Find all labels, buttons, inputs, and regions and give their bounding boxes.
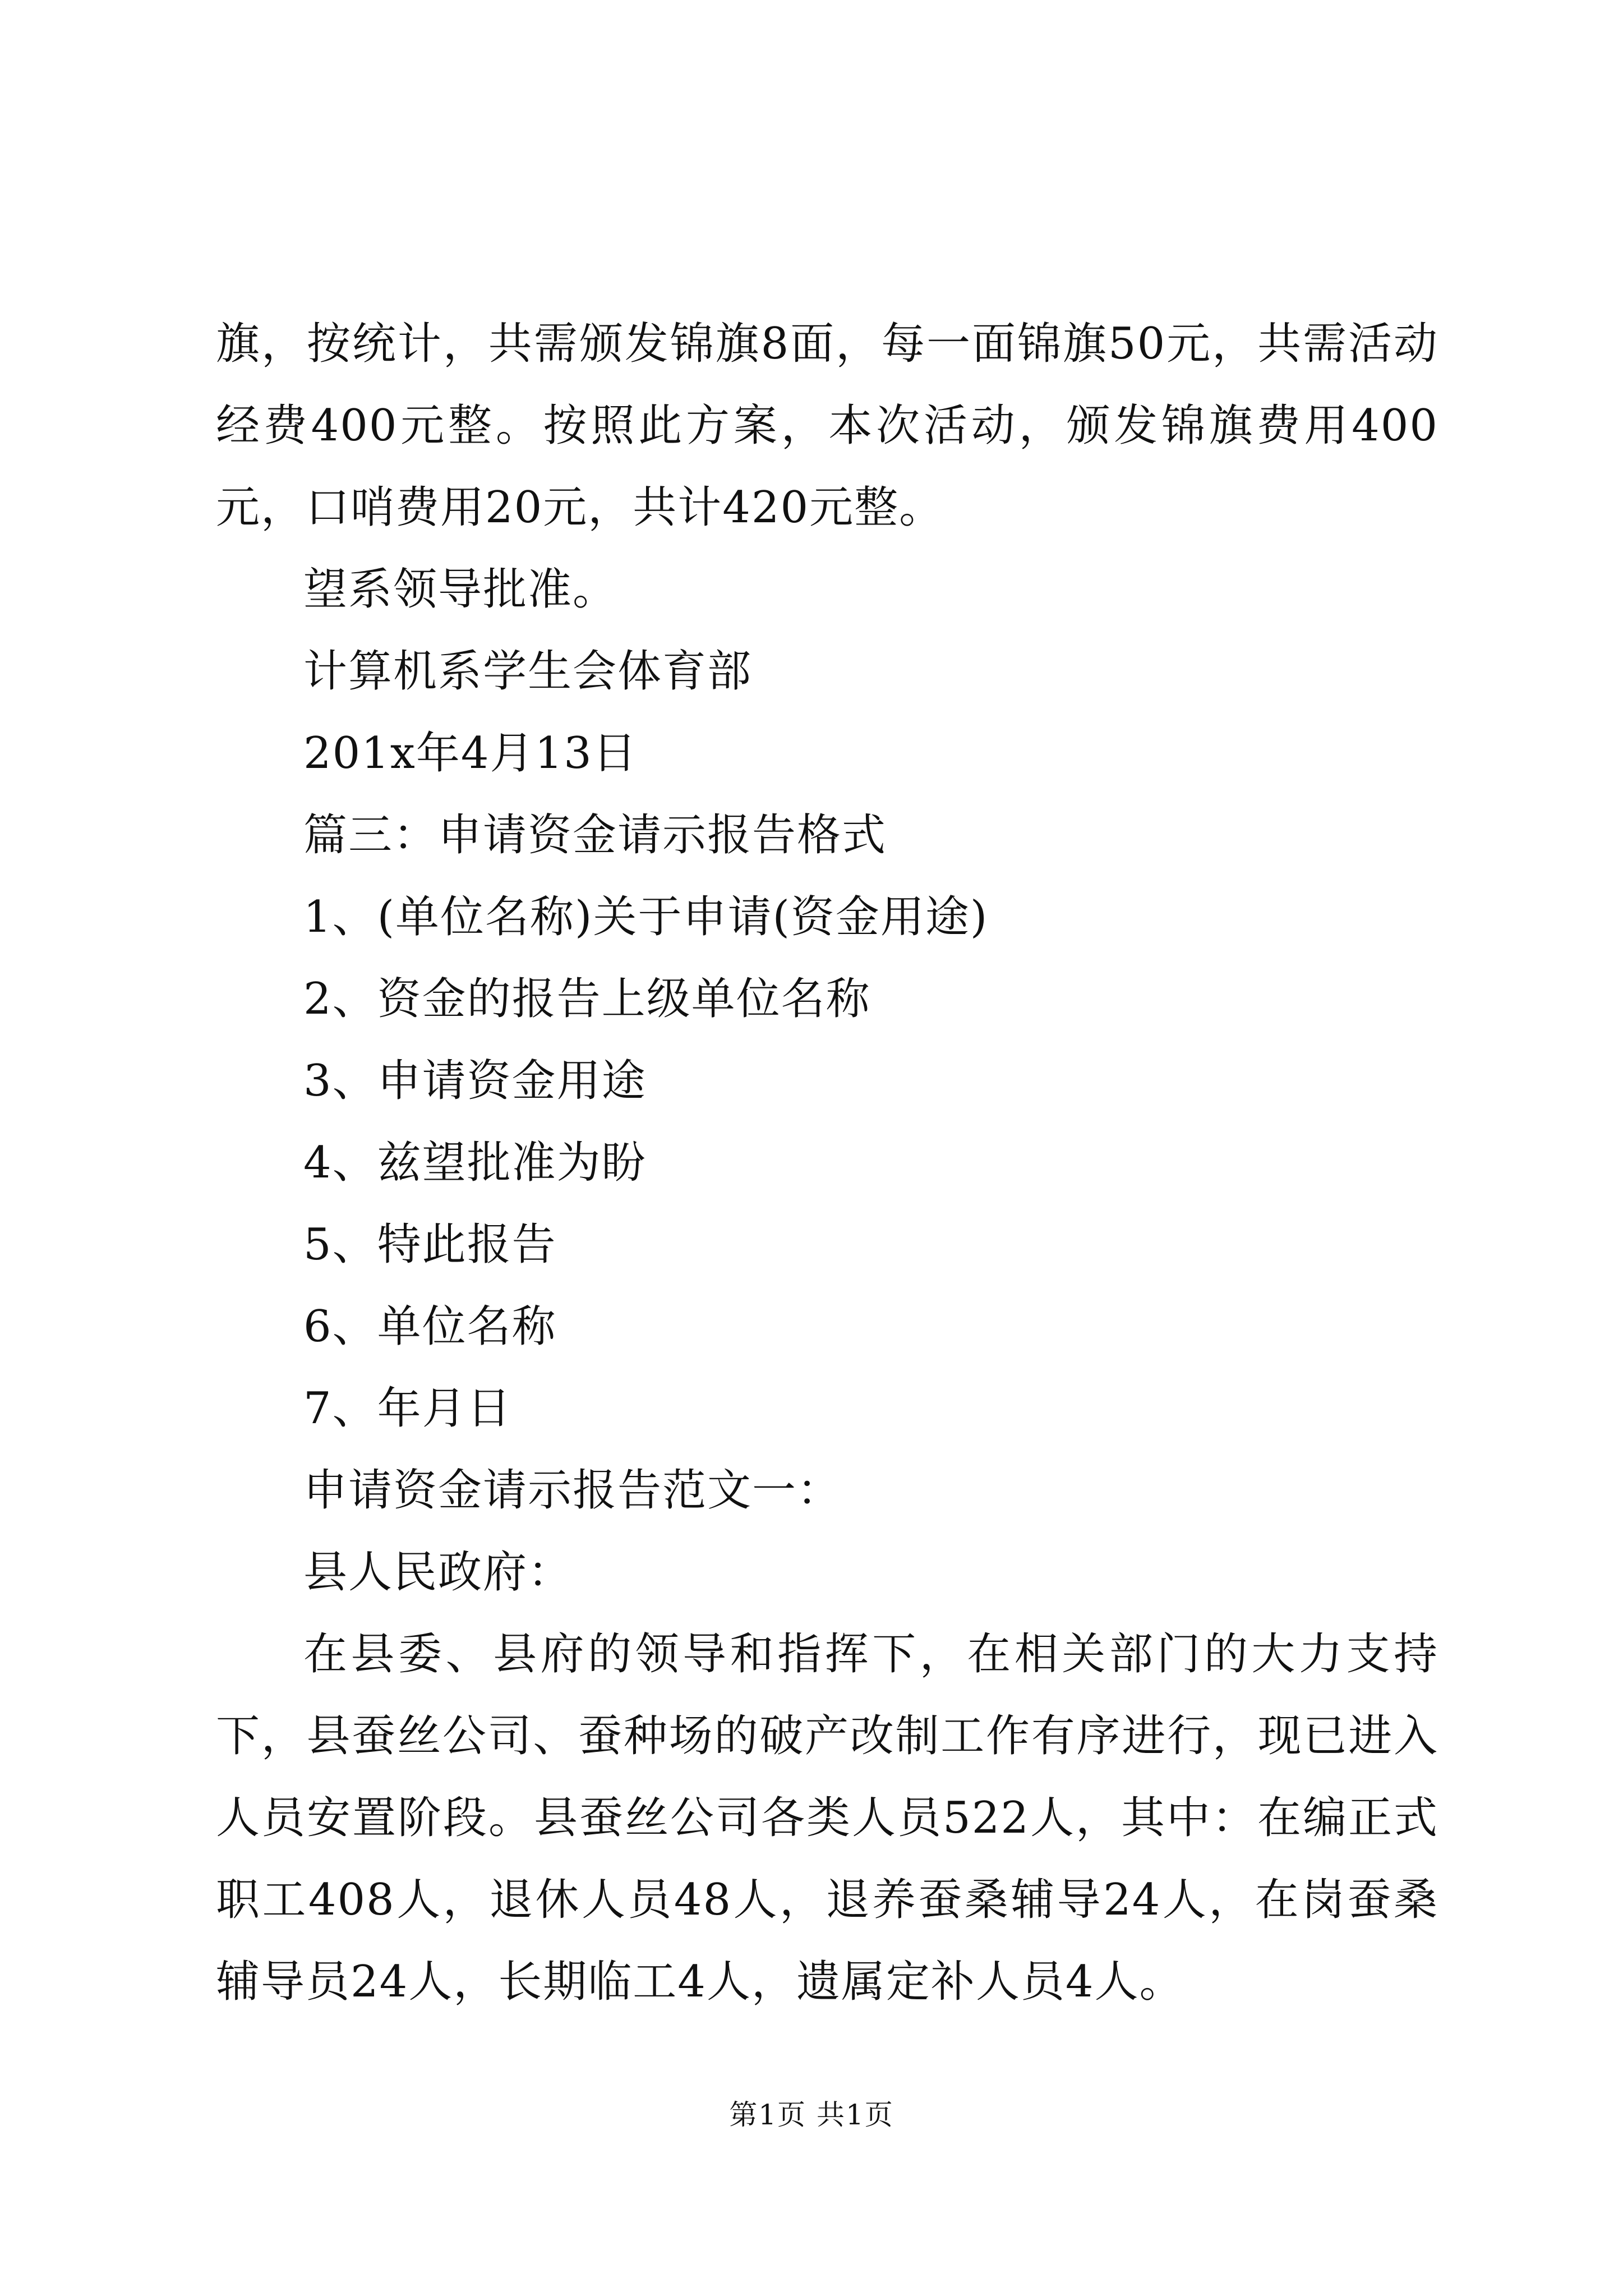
page-footer: 第1页 共1页 — [729, 2099, 894, 2131]
format-item-7: 7、年月日 — [303, 1383, 512, 1434]
document-body — [216, 303, 1438, 2023]
paragraph-date: 201x年4月13日 — [303, 728, 638, 779]
format-item-3: 3、申请资金用途 — [303, 1056, 647, 1106]
format-item-6: 6、单位名称 — [303, 1301, 557, 1352]
format-item-2: 2、资金的报告上级单位名称 — [303, 974, 871, 1024]
paragraph-request-approval: 望系领导批准。 — [303, 564, 618, 615]
section-heading-part-three: 篇三：申请资金请示报告格式 — [303, 810, 887, 861]
sample-heading: 申请资金请示报告范文一： — [303, 1465, 842, 1516]
format-item-5: 5、特此报告 — [303, 1220, 557, 1270]
format-item-4: 4、兹望批准为盼 — [303, 1138, 647, 1188]
paragraph-sender-department: 计算机系学生会体育部 — [303, 646, 753, 697]
format-item-1: 1、(单位名称)关于申请(资金用途) — [303, 892, 989, 942]
paragraph-continued-activity-budget: 旗，按统计，共需颁发锦旗8面，每一面锦旗50元，共需活动经费400元整。按照此方案，本次活动，颁发锦旗费用400元，口哨费用20元，共计420元整。 — [216, 319, 1438, 533]
salutation: 县人民政府： — [303, 1547, 573, 1598]
paragraph-personnel-details: 在县委、县府的领导和指挥下，在相关部门的大力支持下，县蚕丝公司、蚕种场的破产改制工作有序进行，现已进入人员安置阶段。县蚕丝公司各类人员522人，其中：在编正式职工408人，退休人员48人，退养蚕桑辅导24人，在岗蚕桑辅导员24人，长期临工4人，遗属定补人员4人。 — [216, 1629, 1438, 2007]
